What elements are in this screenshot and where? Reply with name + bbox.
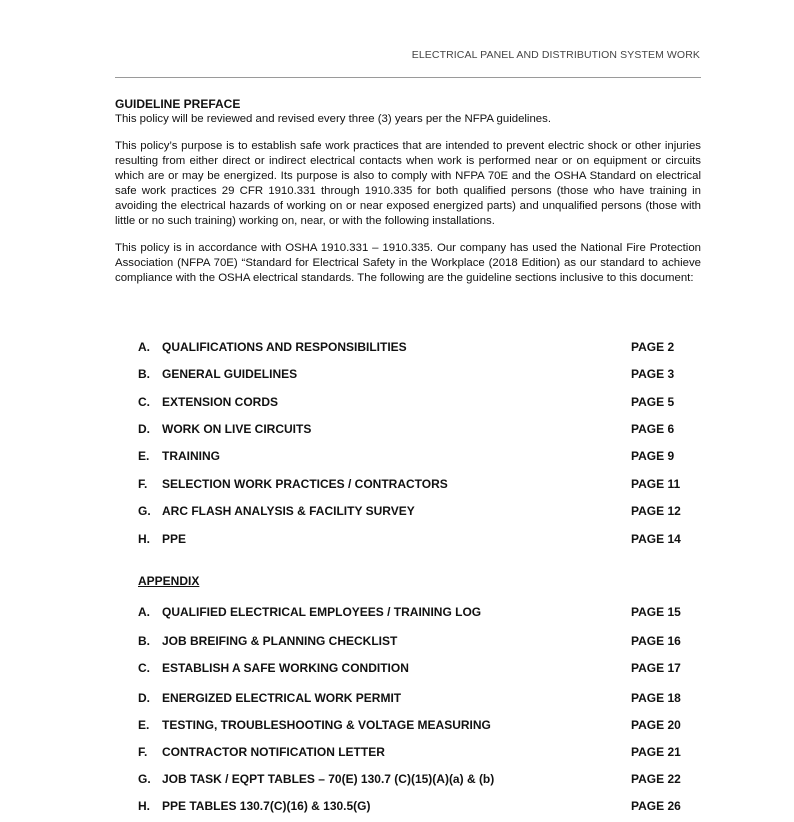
- preface-section: [115, 97, 701, 286]
- appendix-row: [138, 660, 698, 676]
- appendix-title: TESTING, TROUBLESHOOTING & VOLTAGE MEASURING: [162, 718, 491, 732]
- appendix-title: JOB TASK / EQPT TABLES – 70(E) 130.7 (C)(15)(A)(a) & (b): [162, 772, 495, 786]
- toc-title: SELECTION WORK PRACTICES / CONTRACTORS: [162, 477, 448, 491]
- appendix-page: PAGE 17: [631, 661, 681, 675]
- toc-letter: D.: [138, 422, 150, 436]
- page-header: ELECTRICAL PANEL AND DISTRIBUTION SYSTEM WORK: [411, 49, 700, 61]
- toc-title: PPE: [162, 532, 187, 546]
- toc-title: GENERAL GUIDELINES: [162, 367, 298, 381]
- toc-row: [138, 503, 698, 519]
- toc-page: PAGE 9: [631, 449, 675, 463]
- appendix-letter: E.: [138, 718, 150, 732]
- appendix-page: PAGE 20: [631, 718, 681, 732]
- appendix-row: [138, 690, 698, 706]
- appendix-title: JOB BREIFING & PLANNING CHECKLIST: [162, 634, 398, 648]
- toc-page: PAGE 3: [631, 367, 675, 381]
- appendix-page: PAGE 15: [631, 605, 681, 619]
- toc-page: PAGE 11: [631, 477, 681, 491]
- appendix-row: [138, 717, 698, 733]
- accordance-paragraph: This policy is in accordance with OSHA 1910.331 – 1910.335. Our company has used the National Fire Protection Association (NFPA 70E) “Standard for Electrical Safety in the Workplace (2018 Edition) as our standard to achieve compliance with the OSHA electrical standards. The following are the guideline sections inclusive to this document:: [115, 242, 701, 284]
- toc-letter: G.: [138, 504, 151, 518]
- appendix-title: QUALIFIED ELECTRICAL EMPLOYEES / TRAINING LOG: [162, 605, 482, 619]
- toc-row: [138, 476, 698, 492]
- toc-title: QUALIFICATIONS AND RESPONSIBILITIES: [162, 340, 407, 354]
- toc-page: PAGE 5: [631, 395, 675, 409]
- appendix-page: PAGE 26: [631, 799, 681, 813]
- toc-page: PAGE 6: [631, 422, 675, 436]
- toc-row: [138, 448, 698, 464]
- toc-row: [138, 339, 698, 355]
- appendix-page: PAGE 16: [631, 634, 681, 648]
- appendix-row: [138, 798, 698, 814]
- appendix-title: ESTABLISH A SAFE WORKING CONDITION: [162, 661, 409, 675]
- toc-row: [138, 531, 698, 547]
- appendix-row: [138, 604, 698, 620]
- review-paragraph: This policy will be reviewed and revised every three (3) years per the NFPA guidelines.: [115, 113, 551, 125]
- toc-page: PAGE 2: [631, 340, 675, 354]
- appendix-page: PAGE 22: [631, 772, 681, 786]
- toc-page: PAGE 14: [631, 532, 681, 546]
- appendix-letter: B.: [138, 634, 150, 648]
- appendix-row: [138, 633, 698, 649]
- toc-row: [138, 366, 698, 382]
- appendix-letter: F.: [138, 745, 148, 759]
- purpose-paragraph: This policy’s purpose is to establish safe work practices that are intended to prevent electric shock or other injuries resulting from either direct or indirect electrical contacts when work is performed near or on equipment or circuits which are or may be energized. Its purpose is also to comply with NFPA 70E and the OSHA Standard on electrical safe work practices 29 CFR 1910.331 through 1910.335 for both qualified persons (those who have training in avoiding the electrical hazards of working on or near exposed energized parts) and unqualified persons (those with little or no such training) working on, near, or with the following installations.: [115, 140, 701, 227]
- toc-row: [138, 394, 698, 410]
- appendix-letter: G.: [138, 772, 151, 786]
- appendix-page: PAGE 18: [631, 691, 681, 705]
- appendix-page: PAGE 21: [631, 745, 681, 759]
- appendix-letter: C.: [138, 661, 150, 675]
- toc-letter: C.: [138, 395, 150, 409]
- toc-letter: H.: [138, 532, 150, 546]
- toc-title: WORK ON LIVE CIRCUITS: [162, 422, 312, 436]
- toc-title: ARC FLASH ANALYSIS & FACILITY SURVEY: [162, 504, 415, 518]
- header-rule: [115, 77, 701, 78]
- toc-letter: B.: [138, 367, 150, 381]
- appendix-title: CONTRACTOR NOTIFICATION LETTER: [162, 745, 385, 759]
- toc-page: PAGE 12: [631, 504, 681, 518]
- toc-letter: E.: [138, 449, 150, 463]
- toc-title: TRAINING: [162, 449, 220, 463]
- toc-letter: F.: [138, 477, 148, 491]
- toc-title: EXTENSION CORDS: [162, 395, 279, 409]
- preface-heading: GUIDELINE PREFACE: [115, 97, 241, 111]
- toc-letter: A.: [138, 340, 150, 354]
- appendix-heading: APPENDIX: [138, 574, 200, 588]
- appendix-row: [138, 744, 698, 760]
- appendix-title: PPE TABLES 130.7(C)(16) & 130.5(G): [162, 799, 371, 813]
- appendix-letter: A.: [138, 605, 150, 619]
- toc-row: [138, 421, 698, 437]
- appendix-letter: D.: [138, 691, 150, 705]
- appendix-title: ENERGIZED ELECTRICAL WORK PERMIT: [162, 691, 402, 705]
- appendix-row: [138, 771, 698, 787]
- appendix-letter: H.: [138, 799, 150, 813]
